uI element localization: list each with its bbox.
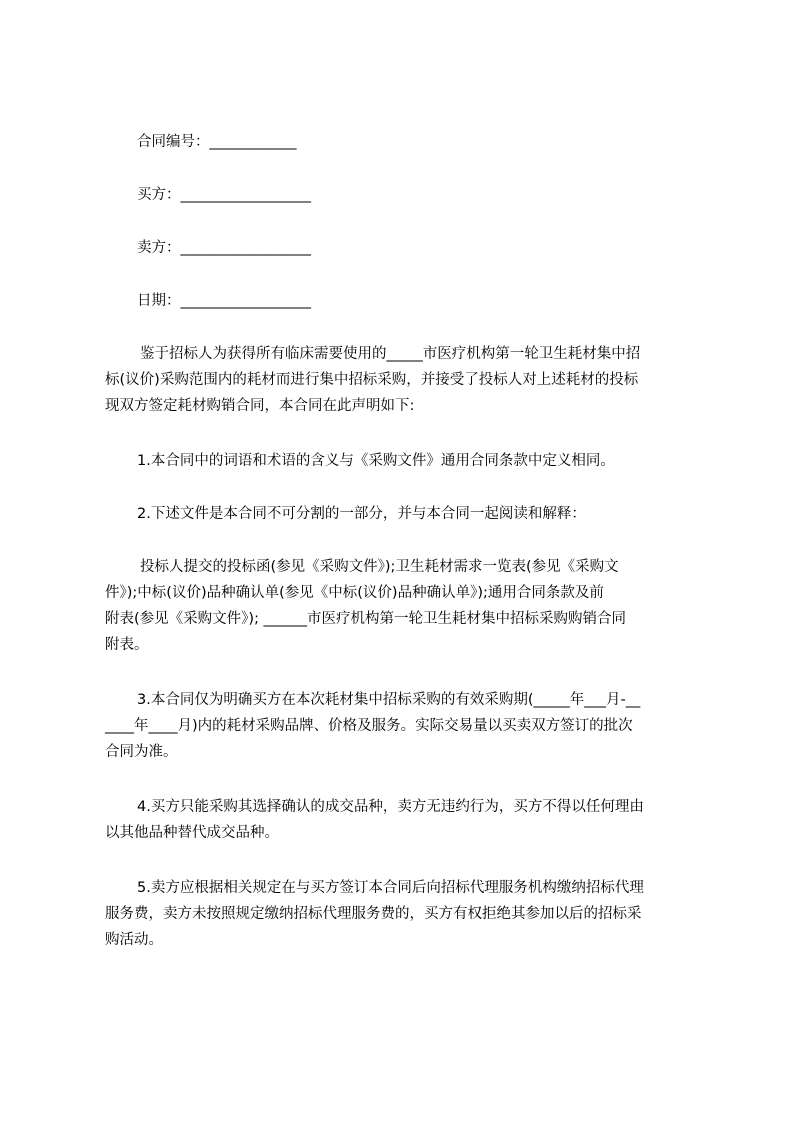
clause-line: 件》);中标(议价)品种确认单(参见《中标(议价)品种确认单》);通用合同条款及前 [105, 585, 604, 601]
clause-line: 5.卖方应根据相关规定在与买方签订本合同后向招标代理服务机构缴纳招标代理 [137, 880, 644, 896]
clause-line: 服务费，卖方未按照规定缴纳招标代理服务费的，买方有权拒绝其参加以后的招标采 [105, 906, 642, 922]
clause-line: 附表。 [105, 637, 149, 653]
date-field: 日期：__________________ [137, 293, 311, 309]
preamble-line: 现双方签定耗材购销合同，本合同在此声明如下: [105, 398, 415, 414]
contract-number-field: 合同编号：____________ [137, 134, 297, 150]
clause-line: 合同为准。 [105, 744, 178, 760]
clause-line: ____年____月)内的耗材采购品牌、价格及服务。实际交易量以买卖双方签订的批次 [105, 718, 633, 734]
clause-line: 3.本合同仅为明确买方在本次耗材集中招标采购的有效采购期(_____年___月-__ [137, 692, 641, 708]
preamble-line: 标(议价)采购范围内的耗材而进行集中招标采购，并接受了投标人对上述耗材的投标 [105, 372, 639, 388]
clause-line: 4.买方只能采购其选择确认的成交品种，卖方无违约行为，买方不得以任何理由 [137, 799, 644, 815]
clause-line: 购活动。 [105, 932, 163, 948]
clause-line: 投标人提交的投标函(参见《采购文件》);卫生耗材需求一览表(参见《采购文 [140, 559, 619, 575]
clause-line: 1.本合同中的词语和术语的含义与《采购文件》通用合同条款中定义相同。 [137, 453, 615, 469]
clause-line: 以其他品种替代成交品种。 [105, 825, 279, 841]
seller-field: 卖方：__________________ [137, 240, 311, 256]
clause-line: 附表(参见《采购文件》); ______市医疗机构第一轮卫生耗材集中招标采购购销合同 [105, 611, 627, 627]
buyer-field: 买方：__________________ [137, 187, 311, 203]
clause-line: 2.下述文件是本合同不可分割的一部分，并与本合同一起阅读和解释： [137, 506, 586, 522]
preamble-line: 鉴于招标人为获得所有临床需要使用的_____市医疗机构第一轮卫生耗材集中招 [140, 346, 641, 362]
